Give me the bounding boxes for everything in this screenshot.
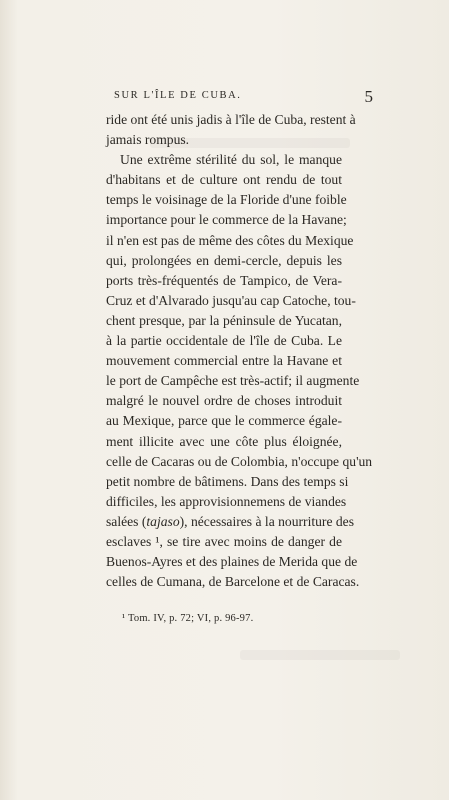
text-line: qui, prolongées en demi-cercle, depuis les — [106, 252, 342, 268]
text-line: Buenos-Ayres et des plaines de Merida que de — [106, 554, 358, 570]
text-line: chent presque, par la péninsule de Yucatan, — [106, 312, 342, 328]
text-line: celle de Cacaras ou de Colombia, n'occupe qu'un — [106, 453, 373, 469]
body-text — [106, 110, 373, 592]
text-line: le port de Campêche est très-actif; il augmente — [106, 373, 360, 389]
footnote: ¹ Tom. IV, p. 72; VI, p. 96-97. — [122, 613, 254, 624]
text-line: petit nombre de bâtimens. Dans des temps si — [106, 473, 349, 489]
text-line: au Mexique, parce que le commerce égale- — [106, 413, 342, 429]
text-line: salées (tajaso), nécessaires à la nourriture des — [106, 513, 355, 529]
text-line: ports très-fréquentés de Tampico, de Vera- — [106, 272, 342, 288]
text-line: d'habitans et de culture ont rendu de tout — [106, 172, 342, 188]
text-line: ride ont été unis jadis à l'île de Cuba, restent à — [106, 112, 356, 127]
text-line: celles de Cumana, de Barcelone et de Caracas. — [106, 574, 360, 590]
text-line: temps le voisinage de la Floride d'une foible — [106, 192, 347, 208]
text-line: il n'en est pas de même des côtes du Mexique — [106, 232, 354, 248]
running-head: SUR L'ÎLE DE CUBA. — [114, 90, 242, 101]
text-line: Une extrême stérilité du sol, le manque — [120, 152, 342, 168]
text-line: esclaves ¹, se tire avec moins de danger de — [106, 533, 342, 549]
bleed-through-shadow — [240, 650, 400, 660]
text-line: à la partie occidentale de l'île de Cuba. Le — [106, 333, 342, 349]
text-line: ment illicite avec une côte plus éloignée, — [106, 433, 342, 449]
text-line: malgré le nouvel ordre de choses introduit — [106, 393, 342, 409]
text-line: Cruz et d'Alvarado jusqu'au cap Catoche, tou- — [106, 292, 356, 308]
text-line: difficiles, les approvisionnemens de viandes — [106, 493, 347, 509]
text-line: importance pour le commerce de la Havane; — [106, 212, 347, 228]
text-line: jamais rompus. — [106, 132, 190, 148]
page-number: 5 — [364, 87, 373, 106]
text-line: mouvement commercial entre la Havane et — [106, 353, 342, 369]
page-header — [0, 87, 449, 110]
